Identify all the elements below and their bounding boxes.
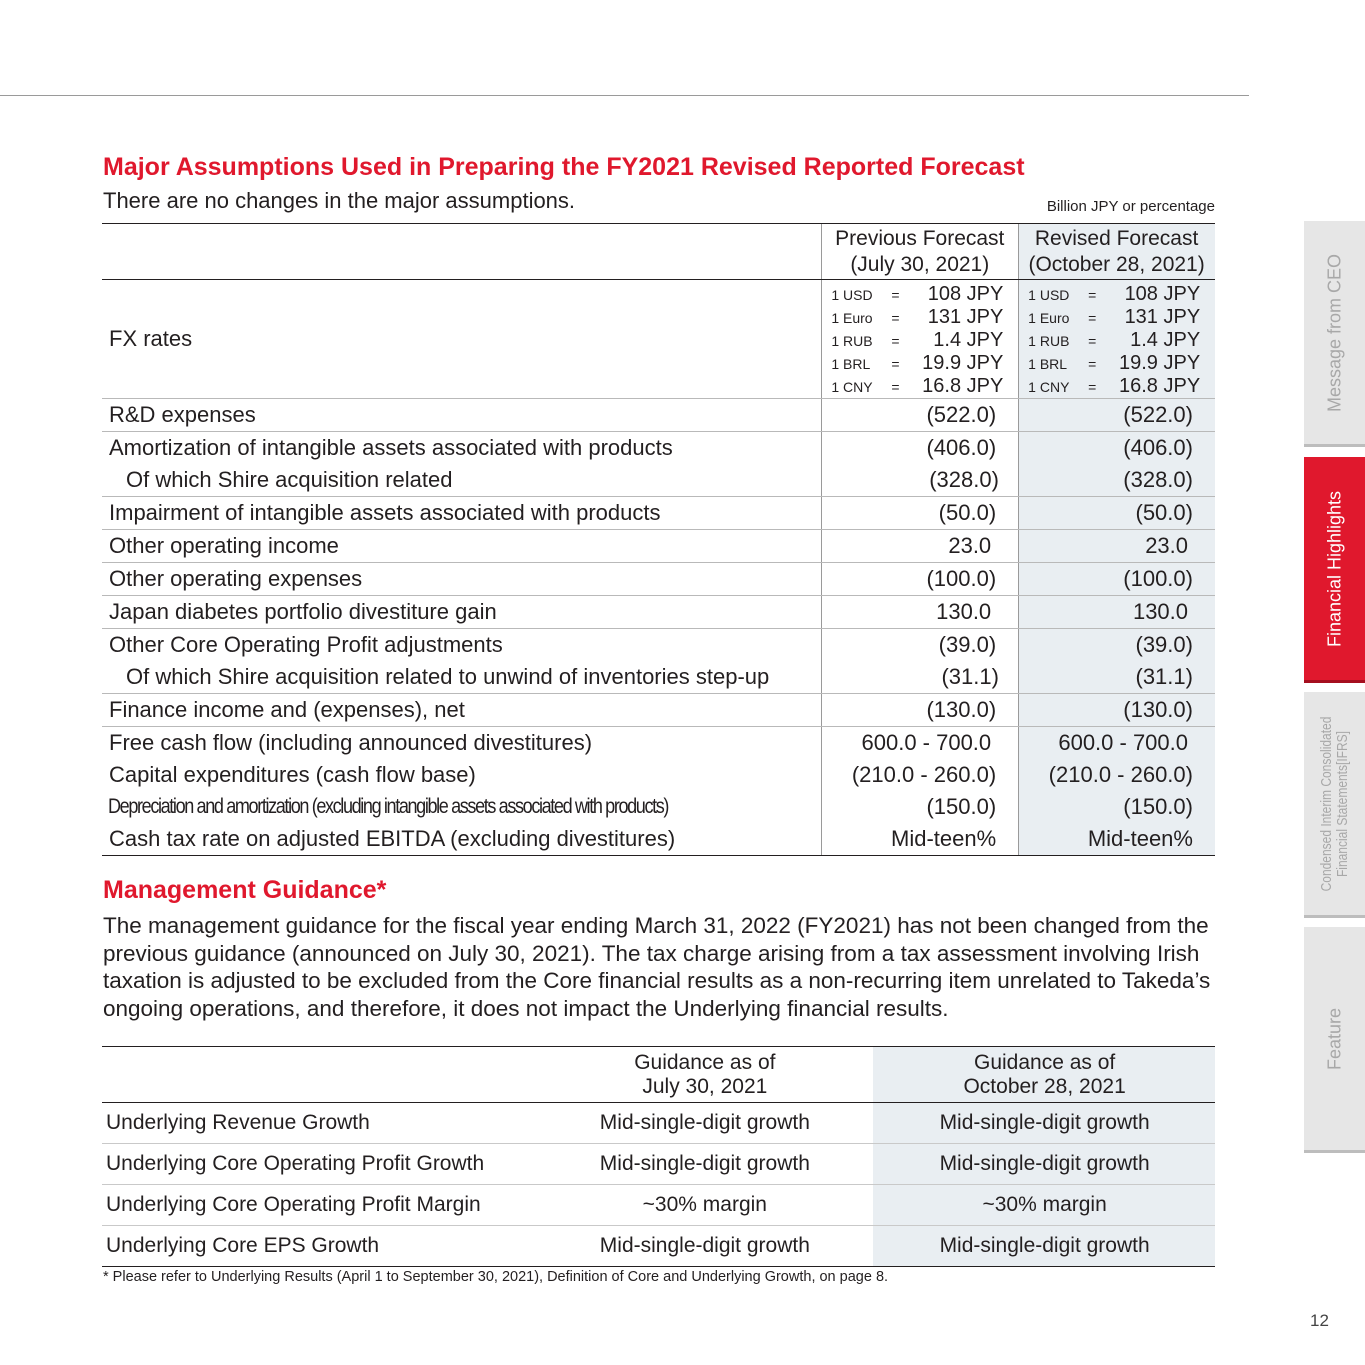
table-row: Underlying Core Operating Profit Margin ~30% margin ~30% margin: [102, 1184, 1215, 1225]
tab-financial-highlights[interactable]: Financial Highlights: [1304, 457, 1365, 683]
table-row: Amortization of intangible assets associated with products (406.0) (406.0): [102, 431, 1215, 464]
fx-previous: 1 USD = 108 JPY 1 Euro = 131 JPY 1 RUB = 1.4 JPY 1 BRL = 19.9 JPY 1 CNY = 16.8 JPY: [831, 283, 1004, 397]
tab-feature[interactable]: Feature: [1304, 927, 1365, 1153]
assumptions-subtitle: There are no changes in the major assumptions.: [103, 188, 576, 213]
table-row: Japan diabetes portfolio divestiture gain 130.0 130.0: [102, 595, 1215, 628]
table-row: Underlying Core Operating Profit Growth Mid-single-digit growth Mid-single-digit growth: [102, 1143, 1215, 1184]
tab-message-from-ceo[interactable]: Message from CEO: [1304, 221, 1365, 447]
footnote: * Please refer to Underlying Results (April 1 to September 30, 2021), Definition of Core and Underlying Growth, on page 8.: [103, 1269, 889, 1285]
table-row: Finance income and (expenses), net (130.0) (130.0): [102, 693, 1215, 726]
guidance-july-header: Guidance as of July 30, 2021: [634, 1050, 776, 1098]
table-row: Depreciation and amortization (excluding intangible assets associated with products) (150.0) (150.0): [108, 794, 1193, 819]
page-number: 12: [1310, 1311, 1329, 1330]
guidance-table: [102, 1046, 1215, 1267]
assumptions-header-row: [102, 224, 1215, 279]
guidance-title: Management Guidance*: [103, 876, 387, 904]
table-row: Of which Shire acquisition related (328.0) (328.0): [126, 467, 1193, 492]
top-rule: [0, 95, 1249, 96]
previous-forecast-header: Previous Forecast (July 30, 2021): [835, 227, 1005, 276]
guidance-paragraph: The management guidance for the fiscal year ending March 31, 2022 (FY2021) has not been changed from the previous guidance (announced on July 30, 2021). The tax charge arising from a tax assessment involving Irish taxation is adjusted to be excluded from the Core financial results as a non-recurring item unrelated to Takeda’s ongoing operations, and therefore, it does not impact the Underlying financial results.: [103, 913, 1211, 1021]
revised-forecast-header: Revised Forecast (October 28, 2021): [1028, 227, 1205, 276]
table-row: Cash tax rate on adjusted EBITDA (excluding divestitures) Mid-teen% Mid-teen%: [109, 826, 1193, 851]
table-row: Other operating income 23.0 23.0: [102, 529, 1215, 562]
table-row: Free cash flow (including announced divestitures) 600.0 - 700.0 600.0 - 700.0: [102, 726, 1215, 759]
table-row: Underlying Revenue Growth Mid-single-digit growth Mid-single-digit growth: [102, 1102, 1215, 1143]
guidance-october-header: Guidance as of October 28, 2021: [963, 1050, 1126, 1098]
table-row: Other Core Operating Profit adjustments (39.0) (39.0): [102, 628, 1215, 661]
fx-rates-row: [102, 279, 1215, 398]
unit-note: Billion JPY or percentage: [1046, 198, 1215, 215]
table-row: Impairment of intangible assets associated with products (50.0) (50.0): [102, 496, 1215, 529]
table-row: Of which Shire acquisition related to unwind of inventories step-up (31.1) (31.1): [126, 664, 1193, 689]
table-row: Underlying Core EPS Growth Mid-single-digit growth Mid-single-digit growth: [102, 1225, 1215, 1266]
fx-rates-label: FX rates: [109, 326, 193, 351]
guidance-header-row: [102, 1047, 1215, 1102]
table-row: Capital expenditures (cash flow base) (210.0 - 260.0) (210.0 - 260.0): [109, 762, 1193, 787]
assumptions-title: Major Assumptions Used in Preparing the FY2021 Revised Reported Forecast: [103, 153, 1025, 181]
table-row: Other operating expenses (100.0) (100.0): [102, 562, 1215, 595]
table-row: R&D expenses (522.0) (522.0): [102, 398, 1215, 431]
assumptions-table: [102, 223, 1215, 856]
fx-revised: 1 USD = 108 JPY 1 Euro = 131 JPY 1 RUB = 1.4 JPY 1 BRL = 19.9 JPY 1 CNY = 16.8 JPY: [1028, 283, 1201, 397]
tab-condensed-statements[interactable]: Condensed Interim Consolidated Financial Statements[IFRS]: [1304, 692, 1365, 918]
